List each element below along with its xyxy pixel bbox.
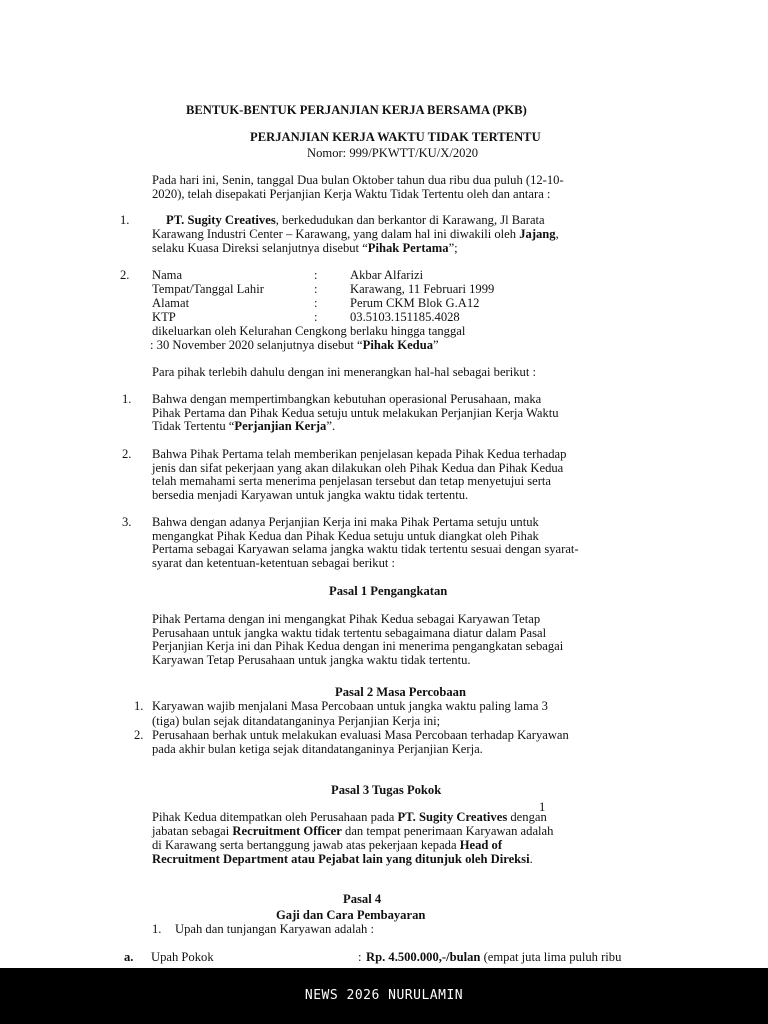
pasal4-sub-a-label: a. xyxy=(124,950,134,964)
recital-number: 2. xyxy=(122,447,132,461)
pasal3-line-2: jabatan sebagai Recruitment Officer dan tempat penerimaan Karyawan adalah xyxy=(152,824,554,838)
party2-value-alamat: Perum CKM Blok G.A12 xyxy=(350,296,480,310)
page-number: 1 xyxy=(539,800,546,814)
party2-label-ktp: KTP xyxy=(152,310,176,324)
doc-title: BENTUK-BENTUK PERJANJIAN KERJA BERSAMA (PKB) xyxy=(186,103,527,117)
party2-value-ttl: Karawang, 11 Februari 1999 xyxy=(350,282,495,296)
footer-watermark-bar xyxy=(0,968,768,1024)
party2-colon: : xyxy=(314,310,318,324)
pasal4-heading: Pasal 4 xyxy=(343,892,382,906)
pasal2-item-1-line-2: (tiga) bulan sejak ditandatanganinya Perjanjian Kerja ini; xyxy=(152,714,441,728)
recital-3: Bahwa dengan adanya Perjanjian Kerja ini maka Pihak Pertama setuju untuk mengangkat Pihak Kedua dan Pihak Kedua setuju untuk diangkat oleh Pihak Pertama sebagai Karyawan selama jangka waktu tidak tertentu sesuai dengan syarat- syarat dan ketentuan-ketentuan sebagai berikut : xyxy=(152,515,579,570)
doc-number: Nomor: 999/PKWTT/KU/X/2020 xyxy=(307,146,479,160)
pasal1-heading: Pasal 1 Pengangkatan xyxy=(329,584,448,598)
pasal2-item-2-line-2: pada akhir bulan ketiga sejak ditandatanganinya Perjanjian Kerja. xyxy=(152,742,483,756)
recital-number: 1. xyxy=(122,392,132,406)
party1-company: PT. Sugity Creatives xyxy=(166,213,276,227)
intro-line-1: Pada hari ini, Senin, tanggal Dua bulan Oktober tahun dua ribu dua puluh (12-10- xyxy=(152,173,564,187)
party2-value-ktp: 03.5103.151185.4028 xyxy=(350,310,460,324)
party1-line-1: PT. Sugity Creatives, berkedudukan dan berkantor di Karawang, Jl Barata xyxy=(166,213,545,227)
pasal2-heading: Pasal 2 Masa Percobaan xyxy=(335,685,466,699)
doc-subtitle: PERJANJIAN KERJA WAKTU TIDAK TERTENTU xyxy=(250,130,541,144)
party2-colon: : xyxy=(314,296,318,310)
party2-line-5: dikeluarkan oleh Kelurahan Cengkong berlaku hingga tanggal xyxy=(152,324,466,338)
pasal2-item-number: 2. xyxy=(134,728,144,742)
party1-representative: Jajang xyxy=(519,227,556,241)
party2-colon: : xyxy=(314,268,318,282)
pasal4-sub-a-colon: : xyxy=(358,950,362,964)
pasal2-item-2-line-1: Perusahaan berhak untuk melakukan evaluasi Masa Percobaan terhadap Karyawan xyxy=(152,728,569,742)
pasal4-sub-a-name: Upah Pokok xyxy=(151,950,214,964)
party2-label-nama: Nama xyxy=(152,268,183,282)
pasal4-item-1: Upah dan tunjangan Karyawan adalah : xyxy=(175,922,374,936)
pasal3-line-1: Pihak Kedua ditempatkan oleh Perusahaan pada PT. Sugity Creatives dengan xyxy=(152,810,547,824)
party1-line-2: Karawang Industri Center – Karawang, yang dalam hal ini diwakili oleh Jajang, xyxy=(152,227,559,241)
pasal3-line-4: Recruitment Department atau Pejabat lain yang ditunjuk oleh Direksi. xyxy=(152,852,533,866)
footer-text: NEWS 2026 NURULAMIN xyxy=(304,988,464,1004)
party2-colon: : xyxy=(314,282,318,296)
recitals-intro: Para pihak terlebih dahulu dengan ini menerangkan hal-hal sebagai berikut : xyxy=(152,365,536,379)
recital-2: Bahwa Pihak Pertama telah memberikan penjelasan kepada Pihak Kedua terhadap jenis dan sifat pekerjaan yang akan dilakukan oleh Pihak Kedua dan Pihak Kedua telah memahami serta menerima penjelasan tersebut dan tetap menyetujui serta bersedia menjadi Karyawan untuk jangka waktu tidak tertentu. xyxy=(152,447,567,502)
party1-number: 1. xyxy=(120,213,130,227)
pasal4-subheading: Gaji dan Cara Pembayaran xyxy=(276,908,426,922)
party2-label-alamat: Alamat xyxy=(152,296,190,310)
pasal1-body: Pihak Pertama dengan ini mengangkat Pihak Kedua sebagai Karyawan Tetap Perusahaan untuk jangka waktu tidak tertentu sebagaimana diatur dalam Pasal Perjanjian Kerja ini dan Pihak Kedua dengan ini menerima pengangkatan sebagai Karyawan Tetap Perusahaan untuk jangka waktu tidak tertentu. xyxy=(152,612,564,667)
party2-number: 2. xyxy=(120,268,130,282)
pasal3-heading: Pasal 3 Tugas Pokok xyxy=(331,783,442,797)
party2-label-ttl: Tempat/Tanggal Lahir xyxy=(152,282,264,296)
pasal3-line-3: di Karawang serta bertanggung jawab atas pekerjaan kepada Head of xyxy=(152,838,503,852)
pasal2-item-1-line-1: Karyawan wajib menjalani Masa Percobaan untuk jangka waktu paling lama 3 xyxy=(152,699,548,713)
pasal2-item-number: 1. xyxy=(134,699,144,713)
pasal4-item-number: 1. xyxy=(152,922,162,936)
party2-line-6: : 30 November 2020 selanjutnya disebut “Pihak Kedua” xyxy=(150,338,439,352)
recital-1: Bahwa dengan mempertimbangkan kebutuhan operasional Perusahaan, maka Pihak Pertama dan Pihak Kedua setuju untuk melakukan Perjanjian Kerja Waktu Tidak Tertentu “Perjanjian Kerja”. xyxy=(152,392,559,433)
intro-line-2: 2020), telah disepakati Perjanjian Kerja Waktu Tidak Tertentu oleh dan antara : xyxy=(152,187,551,201)
pasal4-sub-a-value: Rp. 4.500.000,-/bulan (empat juta lima puluh ribu xyxy=(366,950,622,964)
party2-value-nama: Akbar Alfarizi xyxy=(350,268,424,282)
recital-number: 3. xyxy=(122,515,132,529)
party1-line-3: selaku Kuasa Direksi selanjutnya disebut “Pihak Pertama”; xyxy=(152,241,458,255)
